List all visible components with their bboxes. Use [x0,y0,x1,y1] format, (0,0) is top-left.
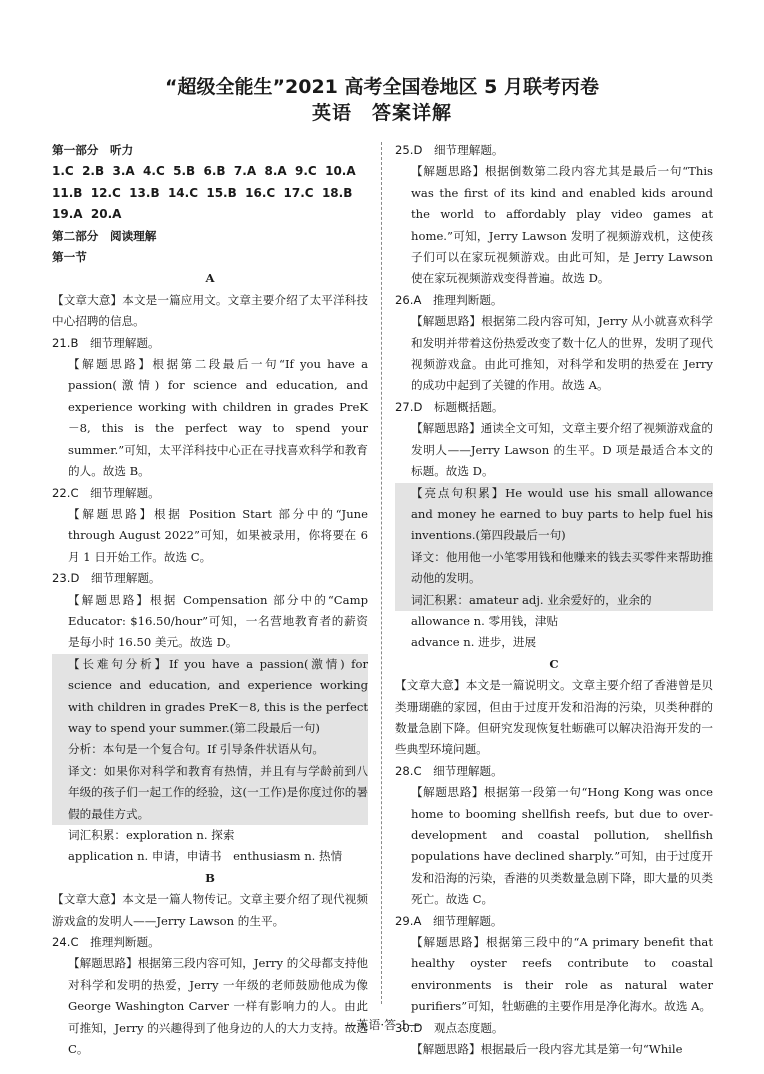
text-block: 21.B 细节理解题。 [52,335,160,350]
text-block: 【解题思路】根据第一段第一句“Hong Kong was once home to booming shellfish reefs, but due to over-development and coastal pollution, shellfish populations have declined sharply.”可知，由于过度开发和沿海的污染，香港的贝类数量急剧下降，即大量的贝类死亡。故选 C。 [411,785,713,907]
text-block: 词汇积累：exploration n. 探索 [68,828,235,842]
text-block: 【文章大意】本文是一篇应用文。文章主要介绍了太平洋科技中心招聘的信息。 [52,292,368,329]
text-block: 【解题思路】根据第二段最后一句“If you have a passion(激情) for science and education, and experience working with children in grades PreK－8, this is the perfect way to spend your summer.”可知，太平洋科技中心正在寻找喜欢科学和教育的人。故选 B。 [68,357,368,479]
text-block: 24.C 推理判断题。 [52,935,160,950]
text-block: advance n. 进步，进展 [411,635,537,650]
page-title: “超级全能生”2021 高考全国卷地区 5 月联考丙卷 [165,76,599,98]
text-block: 29.A 细节理解题。 [395,913,503,928]
left-column [52,140,368,1060]
text-block: 译文：他用他一小笔零用钱和他赚来的钱去买零件来帮助推动他的发明。 [395,547,713,590]
text-block: allowance n. 零用钱，津贴 [411,613,559,628]
text-block: B [205,870,215,885]
page-subtitle: 英语 答案详解 [311,102,452,124]
text-block: 22.C 细节理解题。 [52,485,160,500]
text-block: 23.D 细节理解题。 [52,571,161,586]
text-block: 译文：如果你对科学和教育有热情，并且有与学龄前到八年级的孩子们一起工作的经验，这(一工作)是你度过你的暑假的最佳方式。 [52,761,368,825]
text-block: application n. 申请，申请书 enthusiasm n. 热情 [68,849,343,864]
column-divider [381,142,382,1004]
page-footer: —英语·答 1— [344,1018,420,1032]
text-block: 19.A 20.A [52,207,122,222]
text-block: 27.D 标题概括题。 [395,399,504,414]
text-block: 11.B 12.C 13.B 14.C 15.B 16.C 17.C 18.B [52,185,353,200]
text-block: 26.A 推理判断题。 [395,292,503,307]
text-block: 【解题思路】根据第三段内容可知，Jerry 的父母都支持他对科学和发明的热爱，Jerry 一年级的老师鼓励他成为像 George Washington Carver 一样有影响力的人。由此可推知，Jerry 的兴趣得到了他身边的人的大力支持。故选 C。 [68,956,368,1057]
text-block: A [205,271,215,286]
text-block: 1.C 2.B 3.A 4.C 5.B 6.B 7.A 8.A 9.C 10.A [52,164,356,179]
text-block: 【解题思路】根据倒数第二段内容尤其是最后一句“This was the first of its kind and enabled kids around the world to affordably play video games at home.”可知，Jerry Lawson 发明了视频游戏机，这使孩子们可以在家玩视频游戏。由此可知，是 Jerry Lawson 使在家玩视频游戏变得普遍。故选 D。 [411,164,713,286]
text-block: 【长难句分析】If you have a passion(激情) for science and education, and experience working with children in grades PreK－8, this is the perfect way to spend your summer.(第二段最后一句) [52,654,368,740]
text-block: 第一节 [52,250,87,265]
text-block: 【解题思路】根据 Position Start 部分中的“June through August 2022”可知，如果被录用，你将要在 6 月 1 日开始工作。故选 C。 [68,506,368,564]
text-block: 【解题思路】根据第二段内容可知，Jerry 从小就喜欢科学和发明并带着这份热爱改变了数十亿人的世界，发明了现代视频游戏盒。由此可推知，对科学和发明的热爱在 Jerry 的成功中起到了关键的作用。故选 A。 [411,314,713,393]
text-block: 【文章大意】本文是一篇人物传记。文章主要介绍了现代视频游戏盒的发明人——Jerry Lawson 的生平。 [52,892,368,928]
text-block: 【文章大意】本文是一篇说明文。文章主要介绍了香港曾是贝类珊瑚礁的家园，但由于过度开发和沿海的污染，贝类种群的数量急剧下降。但研究发现恢复牡蛎礁可以解决沿海开发的一些典型环境问题。 [395,678,713,757]
text-block: 【亮点句积累】He would use his small allowance and money he earned to buy parts to help fuel his inventions.(第四段最后一句) [395,483,713,547]
text-block: 25.D 细节理解题。 [395,143,504,157]
text-block: 分析：本句是一个复合句。If 引导条件状语从句。 [52,739,368,760]
text-block: 28.C 细节理解题。 [395,763,503,778]
text-block: 第一部分 听力 [52,143,134,157]
text-block: 【解题思路】通读全文可知，文章主要介绍了视频游戏盒的发明人——Jerry Lawson 的生平。D 项是最适合本文的标题。故选 D。 [411,421,713,479]
text-block: 【解题思路】根据最后一段内容尤其是第一句“While [411,1042,683,1057]
text-block: 【解题思路】根据第三段中的“A primary benefit that healthy oyster reefs contribute to coastal environments is their role as natural water purifiers”可知，牡蛎礁的主要作用是净化海水。故选 A。 [411,935,713,1014]
text-block: 词汇积累：amateur adj. 业余爱好的，业余的 [395,590,713,611]
right-column [395,140,713,1060]
text-block: 30.D 观点态度题。 [395,1020,504,1035]
text-block: 第二部分 阅读理解 [52,228,157,243]
text-block: 【解题思路】根据 Compensation 部分中的“Camp Educator: $16.50/hour”可知，一名营地教育者的薪资是每小时 16.50 美元。故选 D。 [68,592,368,650]
text-block: C [549,656,559,671]
